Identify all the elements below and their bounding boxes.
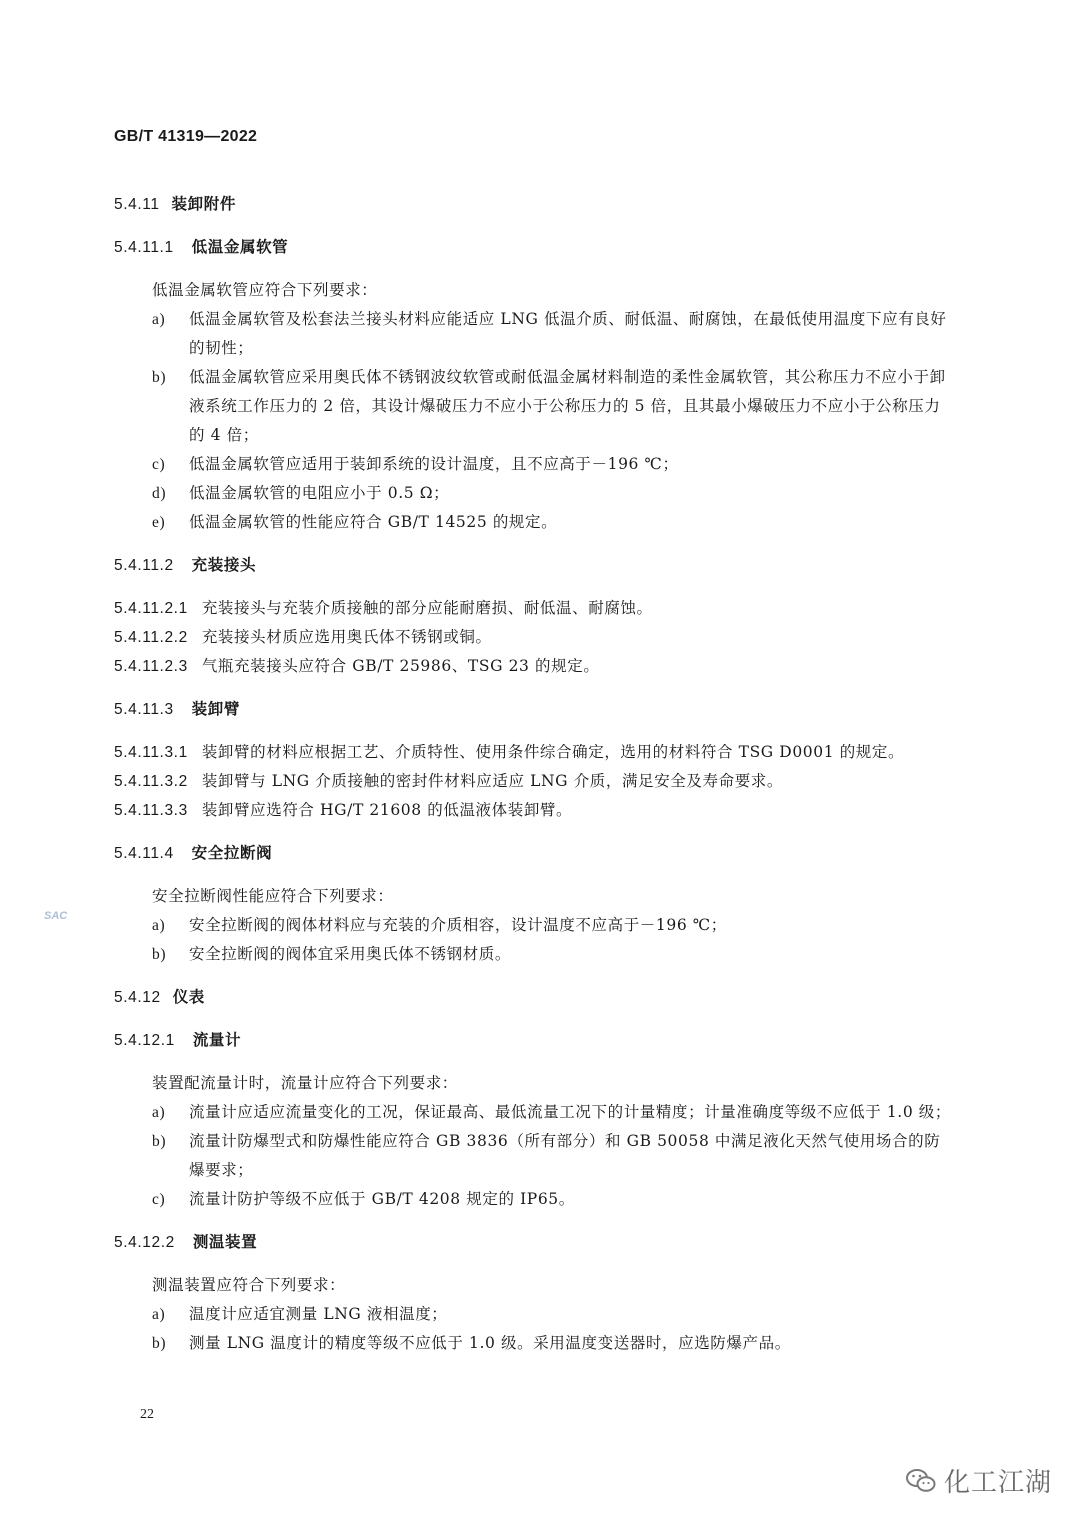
list-item: b) 低温金属软管应采用奥氏体不锈钢波纹软管或耐低温金属材料制造的柔性金属软管，其公称压力不应小于卸液系统工作压力的 2 倍，其设计爆破压力不应小于公称压力的 5 倍，且其最小爆破压力不应小于公称压力的 4 倍； [152, 368, 946, 444]
list-item: a) 安全拉断阀的阀体材料应与充装的介质相容，设计温度不应高于－196 ℃； [152, 916, 727, 934]
intro-paragraph: 低温金属软管应符合下列要求： [152, 281, 378, 299]
section-heading-5-4-11-1: 5.4.11.1 低温金属软管 [114, 238, 289, 256]
clause: 5.4.11.2.3 气瓶充装接头应符合 GB/T 25986、TSG 23 的规定。 [114, 657, 600, 675]
section-heading-5-4-11: 5.4.11 装卸附件 [114, 195, 236, 213]
standard-code: GB/T 41319—2022 [114, 128, 258, 145]
intro-paragraph: 测温装置应符合下列要求： [152, 1276, 346, 1294]
clause: 5.4.11.2.2 充装接头材质应选用奥氏体不锈钢或铜。 [114, 628, 492, 646]
clause: 5.4.11.3.1 装卸臂的材料应根据工艺、介质特性、使用条件综合确定，选用的材料符合 TSG D0001 的规定。 [114, 743, 905, 761]
sac-logo: SAC [44, 910, 68, 922]
wechat-icon [906, 1468, 936, 1494]
list-item: a) 流量计应适应流量变化的工况，保证最高、最低流量工况下的计量精度；计量准确度等级不应低于 1.0 级； [152, 1103, 952, 1121]
clause: 5.4.11.2.1 充装接头与充装介质接触的部分应能耐磨损、耐低温、耐腐蚀。 [114, 599, 653, 617]
list-item: e) 低温金属软管的性能应符合 GB/T 14525 的规定。 [152, 513, 558, 531]
list-item: a) 低温金属软管及松套法兰接头材料应能适应 LNG 低温介质、耐低温、耐腐蚀，在最低使用温度下应有良好的韧性； [152, 310, 947, 357]
list-item: b) 测量 LNG 温度计的精度等级不应低于 1.0 级。采用温度变送器时，应选防爆产品。 [152, 1334, 791, 1352]
watermark-text: 化工江湖 [944, 1468, 1053, 1498]
intro-paragraph: 安全拉断阀性能应符合下列要求： [152, 887, 394, 905]
list-item: c) 低温金属软管应适用于装卸系统的设计温度，且不应高于－196 ℃； [152, 455, 679, 473]
list-item: b) 安全拉断阀的阀体宜采用奥氏体不锈钢材质。 [152, 945, 512, 963]
section-heading-5-4-12-1: 5.4.12.1 流量计 [114, 1031, 242, 1049]
list-item: b) 流量计防爆型式和防爆性能应符合 GB 3836（所有部分）和 GB 50058 中满足液化天然气使用场合的防爆要求； [152, 1132, 941, 1179]
page-number: 22 [140, 1407, 154, 1422]
list-item: c) 流量计防护等级不应低于 GB/T 4208 规定的 IP65。 [152, 1190, 575, 1208]
section-heading-5-4-11-2: 5.4.11.2 充装接头 [114, 556, 257, 574]
document-body [114, 190, 954, 1358]
section-heading-5-4-11-4: 5.4.11.4 安全拉断阀 [114, 844, 273, 862]
list-item: a) 温度计应适宜测量 LNG 液相温度； [152, 1305, 448, 1323]
section-heading-5-4-11-3: 5.4.11.3 装卸臂 [114, 700, 240, 718]
wechat-watermark [906, 1462, 1052, 1499]
intro-paragraph: 装置配流量计时，流量计应符合下列要求： [152, 1074, 458, 1092]
clause: 5.4.11.3.3 装卸臂应选符合 HG/T 21608 的低温液体装卸臂。 [114, 801, 573, 819]
list-item: d) 低温金属软管的电阻应小于 0.5 Ω； [152, 484, 450, 502]
clause: 5.4.11.3.2 装卸臂与 LNG 介质接触的密封件材料应适应 LNG 介质，满足安全及寿命要求。 [114, 772, 783, 790]
section-heading-5-4-12-2: 5.4.12.2 测温装置 [114, 1233, 258, 1251]
section-heading-5-4-12: 5.4.12 仪表 [114, 988, 205, 1006]
